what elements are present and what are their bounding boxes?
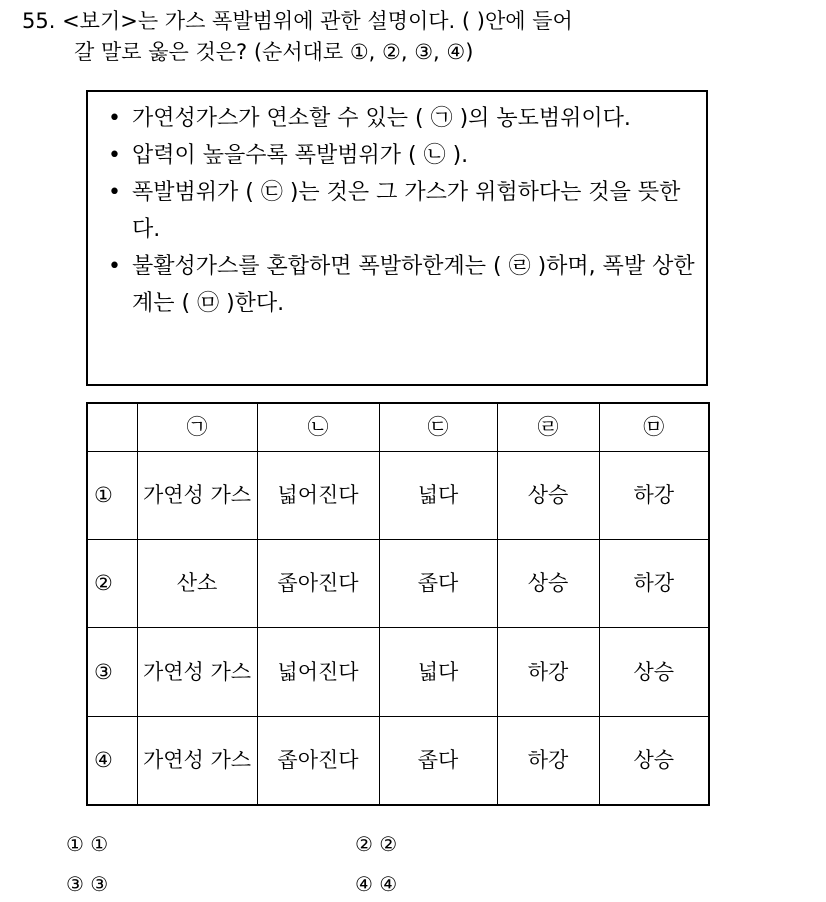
table-row [87, 716, 709, 805]
table-cell: 가연성 가스 [137, 627, 257, 716]
header-cell: ㉤ [599, 403, 709, 451]
table-cell: 좁다 [379, 716, 497, 805]
example-box [86, 90, 708, 386]
option-2[interactable]: ② ② [355, 832, 398, 856]
table-cell: 넓다 [379, 627, 497, 716]
table-cell: 하강 [497, 716, 599, 805]
table-cell: ① [87, 451, 137, 539]
question-line-1: 55. <보기>는 가스 폭발범위에 관한 설명이다. ( )안에 들어 [22, 9, 573, 33]
table-cell: 좁아진다 [257, 716, 379, 805]
table-cell: 가연성 가스 [137, 716, 257, 805]
table-cell: 하강 [599, 451, 709, 539]
table-cell: 하강 [497, 627, 599, 716]
table-row [87, 627, 709, 716]
header-cell: ㉠ [137, 403, 257, 451]
option-1[interactable]: ① ① [66, 832, 109, 856]
header-cell [87, 403, 137, 451]
header-cell: ㉢ [379, 403, 497, 451]
example-item: • 압력이 높을수록 폭발범위가 ( ㉡ ). [108, 137, 702, 174]
table-cell: 넓다 [379, 451, 497, 539]
question-text [22, 6, 573, 68]
table-cell: 상승 [497, 451, 599, 539]
table-row [87, 539, 709, 627]
example-item: • 폭발범위가 ( ㉢ )는 것은 그 가스가 위험하다는 것을 뜻한다. [108, 174, 702, 248]
table-cell: 산소 [137, 539, 257, 627]
option-4[interactable]: ④ ④ [355, 872, 398, 896]
table-cell: 상승 [497, 539, 599, 627]
table-cell: ④ [87, 716, 137, 805]
table-cell: 넓어진다 [257, 627, 379, 716]
table-cell: 가연성 가스 [137, 451, 257, 539]
table-cell: 넓어진다 [257, 451, 379, 539]
table-cell: 좁아진다 [257, 539, 379, 627]
table-header-row [87, 403, 709, 451]
question-line-2: 갈 말로 옳은 것은? (순서대로 ①, ②, ③, ④) [74, 40, 474, 64]
table-cell: 상승 [599, 627, 709, 716]
answer-table [86, 402, 710, 806]
header-cell: ㉣ [497, 403, 599, 451]
table-cell: ② [87, 539, 137, 627]
table-cell: 상승 [599, 716, 709, 805]
table-cell: 좁다 [379, 539, 497, 627]
example-item: • 가연성가스가 연소할 수 있는 ( ㉠ )의 농도범위이다. [108, 100, 702, 137]
table-cell: 하강 [599, 539, 709, 627]
option-3[interactable]: ③ ③ [66, 872, 109, 896]
header-cell: ㉡ [257, 403, 379, 451]
table-row [87, 451, 709, 539]
example-item: • 불활성가스를 혼합하면 폭발하한계는 ( ㉣ )하며, 폭발 상한계는 ( ㉤ )한다. [108, 248, 702, 322]
table-cell: ③ [87, 627, 137, 716]
